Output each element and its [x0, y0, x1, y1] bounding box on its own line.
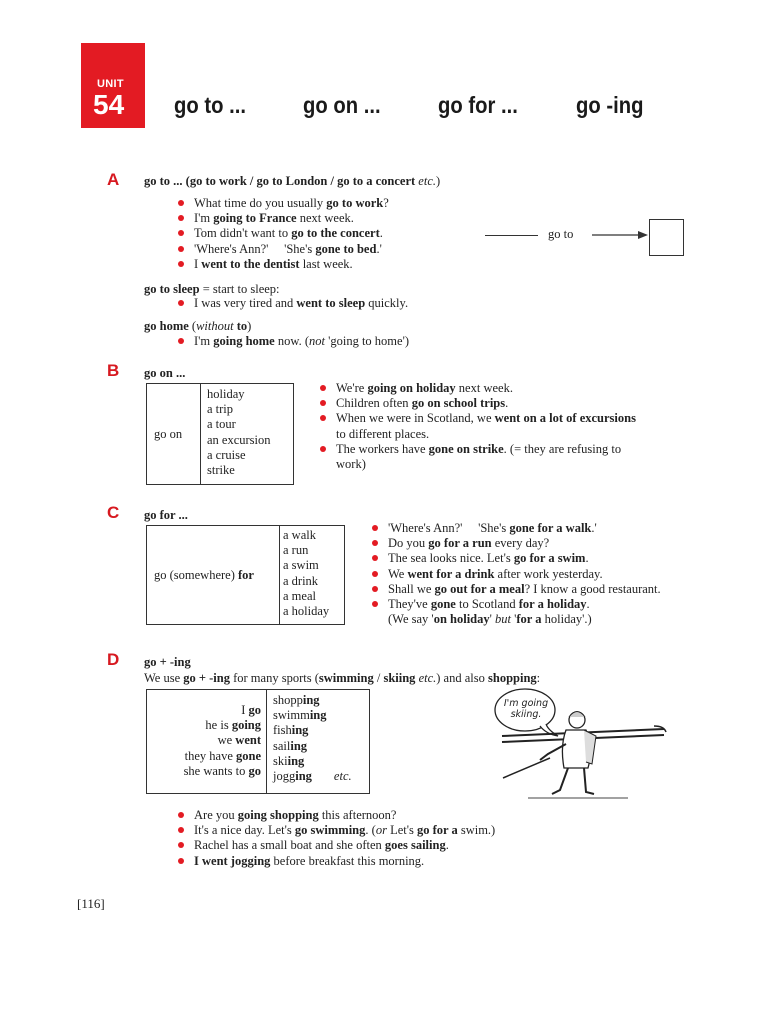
table-cell: he is going: [205, 718, 261, 733]
section-b-letter: B: [107, 361, 120, 380]
table-cell: a run: [283, 543, 309, 558]
section-d-intro: We use go + -ing for many sports (swimming / skiing etc.) and also shopping:: [144, 671, 541, 685]
table-cell: a tour: [207, 417, 236, 432]
list-item: Do you go for a run every day?: [372, 536, 661, 551]
go-ing-table: [146, 689, 370, 794]
list-item: I was very tired and went to sleep quickly.: [178, 296, 408, 311]
go-home-example: [178, 334, 409, 349]
section-c-bullets: [372, 521, 661, 627]
table-cell: sailing: [273, 738, 308, 753]
list-item: Shall we go out for a meal? I know a good restaurant.: [372, 582, 661, 597]
list-item: When we were in Scotland, we went on a lot of excursions: [320, 411, 636, 426]
section-d-bullets: [178, 808, 495, 869]
list-item: The sea looks nice. Let's go for a swim.: [372, 551, 661, 566]
title-go-ing: go -ing: [576, 92, 644, 118]
section-a-heading: go to ... (go to work / go to London / go to a concert etc.): [144, 174, 441, 188]
list-item: I went jogging before breakfast this morning.: [178, 854, 495, 869]
table-cell: strike: [207, 463, 235, 478]
speech-bubble-text: I'm going skiing.: [503, 698, 549, 720]
go-home-heading: go home (without to): [144, 319, 252, 333]
table-cell: a holiday: [283, 604, 330, 619]
note: (We say 'on holiday' but 'for a holiday'.): [388, 612, 592, 627]
table-cell: shopping: [273, 693, 320, 707]
list-item: I'm going home now. (not 'going to home'): [178, 334, 409, 349]
list-item: I'm going to France next week.: [178, 211, 389, 226]
table-cell: a walk: [283, 528, 316, 542]
list-item: 'Where's Ann?' 'She's gone to bed.': [178, 242, 389, 257]
table-cell: jogging etc.: [273, 769, 352, 784]
list-item: Rachel has a small boat and she often goes sailing.: [178, 838, 495, 853]
title-go-for: go for ...: [438, 92, 518, 118]
title-go-on: go on ...: [303, 92, 381, 118]
list-item: 'Where's Ann?' 'She's gone for a walk.': [372, 521, 661, 536]
title-go-to: go to ...: [174, 92, 246, 118]
diagram-box: [649, 219, 684, 256]
list-item-continuation: to different places.: [336, 426, 430, 441]
table-items: [283, 528, 329, 619]
diagram-label: go to: [548, 227, 574, 241]
section-a-letter: A: [107, 170, 120, 189]
unit-label: UNIT: [97, 78, 124, 90]
list-item: What time do you usually go to work?: [178, 196, 389, 211]
section-b-heading: go on ...: [144, 366, 186, 380]
table-cell: they have gone: [184, 748, 261, 763]
list-item: Tom didn't want to go to the concert.: [178, 226, 389, 241]
list-item: Are you going shopping this afternoon?: [178, 808, 495, 823]
section-d-letter: D: [107, 650, 120, 669]
table-cell: a swim: [283, 558, 319, 573]
list-item: They've gone to Scotland for a holiday.: [372, 597, 661, 612]
unit-badge: [81, 43, 145, 128]
table-cell: skiing: [273, 753, 305, 768]
table-left-label: go on: [154, 427, 183, 441]
table-activities: [273, 693, 352, 784]
diagram-line: [485, 235, 538, 236]
diagram-arrow: [592, 229, 648, 241]
list-item: The workers have gone on strike. (= they are refusing to: [320, 442, 636, 457]
list-item: We went for a drink after work yesterday.: [372, 567, 661, 582]
section-c-heading: go for ...: [144, 508, 188, 522]
table-cell: we went: [217, 733, 261, 748]
table-left-label: go (somewhere) for: [154, 568, 254, 582]
unit-number: 54: [93, 89, 125, 120]
list-item: Children often go on school trips.: [320, 396, 636, 411]
table-cell: she wants to go: [183, 763, 261, 778]
section-d-heading: go + -ing: [144, 655, 191, 669]
go-to-sleep-heading: go to sleep = start to sleep:: [144, 282, 280, 296]
table-cell: I go: [241, 703, 261, 717]
table-cell: a cruise: [207, 447, 246, 462]
table-cell: a meal: [283, 588, 316, 603]
section-a-bullets: [178, 196, 389, 272]
table-items: [207, 387, 271, 478]
go-on-table: [146, 383, 294, 485]
section-b-bullets: [320, 381, 636, 472]
go-to-sleep-example: [178, 296, 408, 311]
go-for-table: [146, 525, 345, 625]
table-cell: a drink: [283, 573, 319, 588]
page-number: [116]: [77, 896, 105, 911]
list-item: It's a nice day. Let's go swimming. (or Let's go for a swim.): [178, 823, 495, 838]
table-cell: a trip: [207, 402, 234, 417]
list-item: I went to the dentist last week.: [178, 257, 389, 272]
list-item-continuation: work): [336, 457, 366, 472]
table-cell: swimming: [273, 708, 327, 723]
section-c-letter: C: [107, 503, 120, 522]
table-cell: fishing: [273, 723, 309, 738]
table-subjects: [151, 703, 261, 779]
list-item: We're going on holiday next week.: [320, 381, 636, 396]
table-cell: an excursion: [207, 432, 271, 447]
table-cell: holiday: [207, 387, 245, 401]
